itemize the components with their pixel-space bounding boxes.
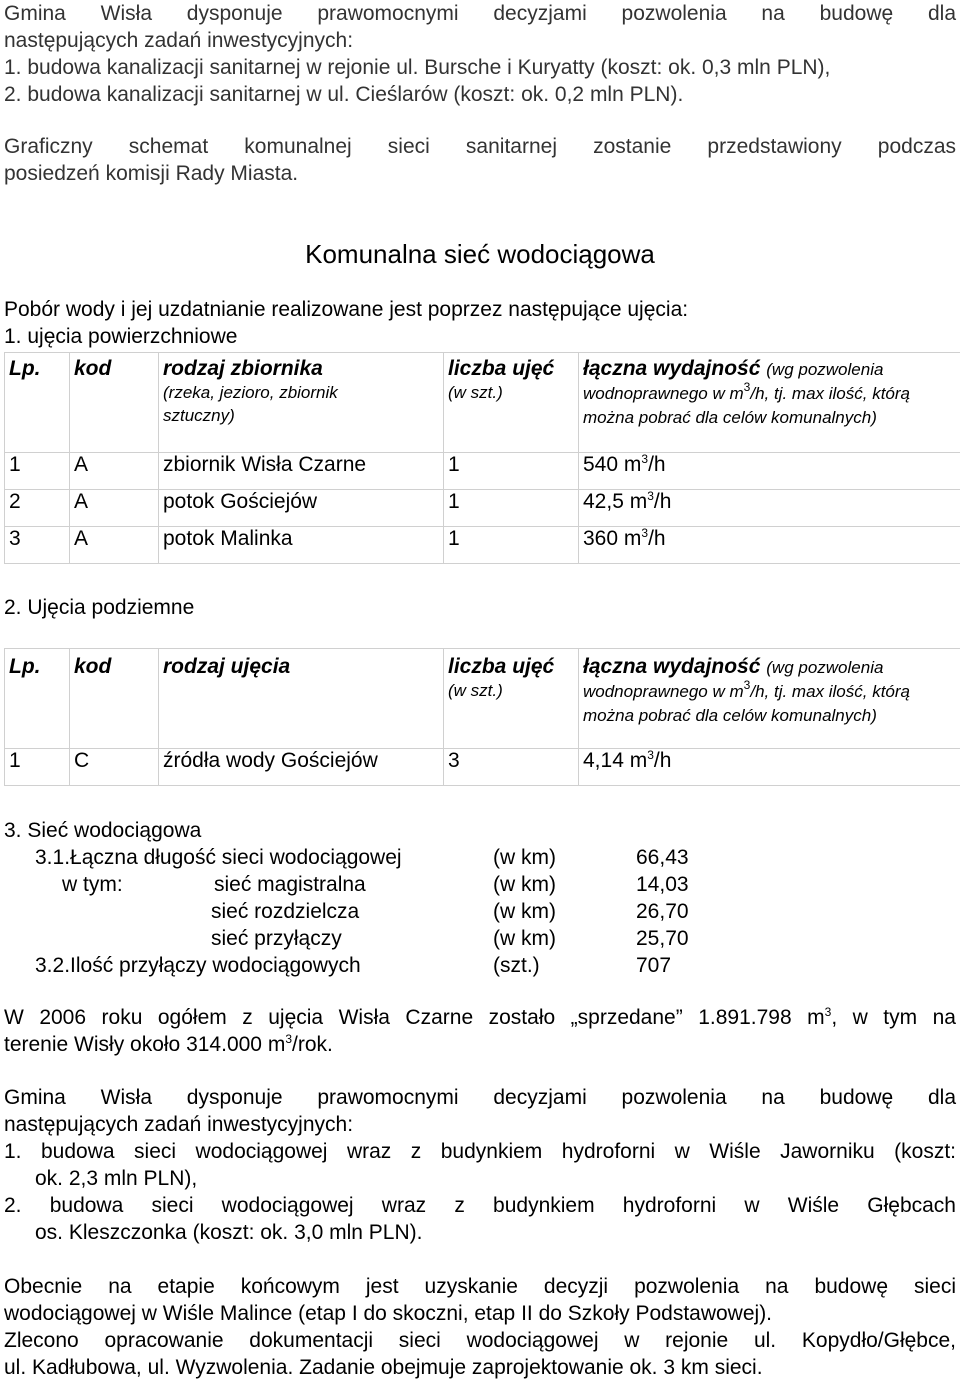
header-liczba: liczba ujęć: [448, 357, 578, 381]
outro-item-cont: ok. 2,3 mln PLN),: [4, 1165, 956, 1192]
cell-lp: 1: [5, 453, 70, 490]
table-header-row: [5, 649, 960, 749]
intro-block: [4, 0, 956, 187]
header-wyd-sup: 3: [744, 678, 751, 692]
intro-item: 2. budowa kanalizacji sanitarnej w ul. Cieślarów (koszt: ok. 0,2 mln PLN).: [4, 81, 956, 108]
surface-intakes-table: [4, 352, 960, 564]
cell-lp: 2: [5, 490, 70, 527]
network-value: 14,03: [636, 871, 689, 898]
header-lp: Lp.: [9, 655, 69, 679]
cell-kod: A: [70, 453, 159, 490]
network-value: 26,70: [636, 898, 689, 925]
network-row: [4, 952, 956, 979]
intro-item: 1. budowa kanalizacji sanitarnej w rejonie ul. Bursche i Kuryatty (koszt: ok. 0,3 mln PLN),: [4, 54, 956, 81]
header-wyd: łączna wydajność: [583, 357, 760, 380]
header-liczba-sub: (w szt.): [448, 679, 578, 702]
sales-text-cont: , w tym na: [831, 1006, 956, 1029]
cell-wyd-unit: /h: [654, 490, 672, 513]
header-wyd-sub1: (wg pozwolenia: [766, 658, 883, 677]
header-rodzaj-sub: (rzeka, jezioro, zbiornik sztuczny): [163, 381, 443, 427]
cell-rodzaj: potok Gościejów: [159, 490, 444, 527]
cell-wyd-sup: 3: [647, 489, 654, 503]
header-wyd-sub3: /h, tj. max ilość, którą można pobrać dla celów komunalnych): [583, 384, 910, 427]
sales-block: [4, 1004, 956, 1058]
commission-paragraph: Zlecono opracowanie dokumentacji sieci wodociągowej w rejonie ul. Kopydło/Głębce,: [4, 1327, 956, 1354]
sales-text-cont: /rok.: [292, 1033, 333, 1056]
header-wyd-sub2: wodnoprawnego w m: [583, 682, 744, 701]
network-unit: (w km): [493, 844, 556, 871]
schema-paragraph-cont: posiedzeń komisji Rady Miasta.: [4, 160, 956, 187]
header-kod: kod: [74, 655, 158, 679]
network-value: 25,70: [636, 925, 689, 952]
network-value: 707: [636, 952, 671, 979]
sales-text: W 2006 roku ogółem z ujęcia Wisła Czarne zostało „sprzedane” 1.891.798 m: [4, 1006, 825, 1029]
cell-wyd-value: 360 m: [583, 527, 641, 550]
header-kod: kod: [74, 357, 158, 381]
table-row: [5, 527, 960, 564]
cell-rodzaj: źródła wody Gościejów: [159, 749, 444, 786]
header-liczba-sub: (w szt.): [448, 381, 578, 404]
network-value: 66,43: [636, 844, 689, 871]
header-wyd-sub3: /h, tj. max ilość, którą można pobrać dla celów komunalnych): [583, 682, 910, 725]
network-label: w tym:: [62, 871, 123, 898]
table-row: [5, 453, 960, 490]
cell-liczba: 1: [444, 490, 579, 527]
cell-rodzaj: zbiornik Wisła Czarne: [159, 453, 444, 490]
cell-kod: A: [70, 490, 159, 527]
surface-intakes-heading: 1. ujęcia powierzchniowe: [4, 323, 237, 350]
network-title-row: [4, 817, 956, 844]
table-row: [5, 490, 960, 527]
cell-wydajnosc: [579, 749, 960, 786]
cell-liczba: 1: [444, 453, 579, 490]
cell-kod: A: [70, 527, 159, 564]
network-unit: (szt.): [493, 952, 540, 979]
network-label: 3.1.Łączna długość sieci wodociągowej: [35, 844, 402, 871]
header-wydajnosc: [579, 353, 960, 453]
network-unit: (w km): [493, 925, 556, 952]
cell-rodzaj: potok Malinka: [159, 527, 444, 564]
cell-lp: 3: [5, 527, 70, 564]
outro-paragraph: Gmina Wisła dysponuje prawomocnymi decyzjami pozwolenia na budowę dla: [4, 1084, 956, 1111]
cell-wyd-sup: 3: [641, 526, 648, 540]
intake-lead: Pobór wody i jej uzdatnianie realizowane jest poprzez następujące ujęcia:: [4, 296, 688, 323]
network-row: [4, 898, 956, 925]
status-paragraph: Obecnie na etapie końcowym jest uzyskanie decyzji pozwolenia na budowę sieci: [4, 1273, 956, 1300]
header-rodzaj: rodzaj ujęcia: [163, 655, 443, 679]
sales-text: terenie Wisły około 314.000 m: [4, 1033, 285, 1056]
ground-intakes-heading: 2. Ujęcia podziemne: [4, 594, 194, 621]
table-header-row: [5, 353, 960, 453]
outro-block: [4, 1084, 956, 1381]
cell-wydajnosc: [579, 453, 960, 490]
cell-wyd-unit: /h: [654, 749, 672, 772]
cell-wyd-sup: 3: [641, 452, 648, 466]
network-row: [4, 925, 956, 952]
outro-item: 2. budowa sieci wodociągowej wraz z budynkiem hydroforni w Wiśle Głębcach: [4, 1192, 956, 1219]
cell-liczba: 3: [444, 749, 579, 786]
sales-sup: 3: [825, 1005, 832, 1019]
sales-line: [4, 1004, 956, 1031]
network-unit: (w km): [493, 871, 556, 898]
sales-line: [4, 1031, 956, 1058]
cell-wydajnosc: [579, 527, 960, 564]
header-wydajnosc: [579, 649, 960, 749]
cell-wyd-unit: /h: [648, 453, 666, 476]
header-wyd-sup: 3: [744, 380, 751, 394]
header-wyd: łączna wydajność: [583, 655, 760, 678]
outro-paragraph-cont: następujących zadań inwestycyjnych:: [4, 1111, 956, 1138]
commission-paragraph-cont: ul. Kadłubowa, ul. Wyzwolenia. Zadanie obejmuje zaprojektowanie ok. 3 km sieci.: [4, 1354, 956, 1381]
header-lp: Lp.: [9, 357, 69, 381]
network-sublabel: sieć rozdzielcza: [211, 898, 359, 925]
ground-intakes-table: [4, 648, 960, 786]
network-block: [4, 817, 956, 979]
intro-paragraph-cont: następujących zadań inwestycyjnych:: [4, 27, 956, 54]
outro-item: 1. budowa sieci wodociągowej wraz z budynkiem hydroforni w Wiśle Jaworniku (koszt:: [4, 1138, 956, 1165]
sales-sup: 3: [285, 1032, 292, 1046]
header-liczba: liczba ujęć: [448, 655, 578, 679]
network-title: 3. Sieć wodociągowa: [4, 817, 201, 844]
network-sublabel: sieć przyłączy: [211, 925, 342, 952]
cell-lp: 1: [5, 749, 70, 786]
intro-paragraph: Gmina Wisła dysponuje prawomocnymi decyzjami pozwolenia na budowę dla: [4, 0, 956, 27]
network-sublabel: sieć magistralna: [214, 871, 366, 898]
cell-wyd-unit: /h: [648, 527, 666, 550]
cell-wyd-sup: 3: [647, 748, 654, 762]
header-wyd-sub1: (wg pozwolenia: [766, 360, 883, 379]
status-paragraph-cont: wodociągowej w Wiśle Malince (etap I do skoczni, etap II do Szkoły Podstawowej).: [4, 1300, 956, 1327]
outro-item-cont: os. Kleszczonka (koszt: ok. 3,0 mln PLN).: [4, 1219, 956, 1246]
cell-wyd-value: 4,14 m: [583, 749, 647, 772]
cell-wyd-value: 540 m: [583, 453, 641, 476]
schema-paragraph: Graficzny schemat komunalnej sieci sanitarnej zostanie przedstawiony podczas: [4, 133, 956, 160]
cell-wydajnosc: [579, 490, 960, 527]
cell-kod: C: [70, 749, 159, 786]
network-row: [4, 871, 956, 898]
table-row: [5, 749, 960, 786]
cell-wyd-value: 42,5 m: [583, 490, 647, 513]
section-title: Komunalna sieć wodociągowa: [4, 238, 956, 270]
network-label: 3.2.Ilość przyłączy wodociągowych: [35, 952, 361, 979]
header-rodzaj: rodzaj zbiornika: [163, 357, 443, 381]
network-row: [4, 844, 956, 871]
cell-liczba: 1: [444, 527, 579, 564]
header-wyd-sub2: wodnoprawnego w m: [583, 384, 744, 403]
network-unit: (w km): [493, 898, 556, 925]
